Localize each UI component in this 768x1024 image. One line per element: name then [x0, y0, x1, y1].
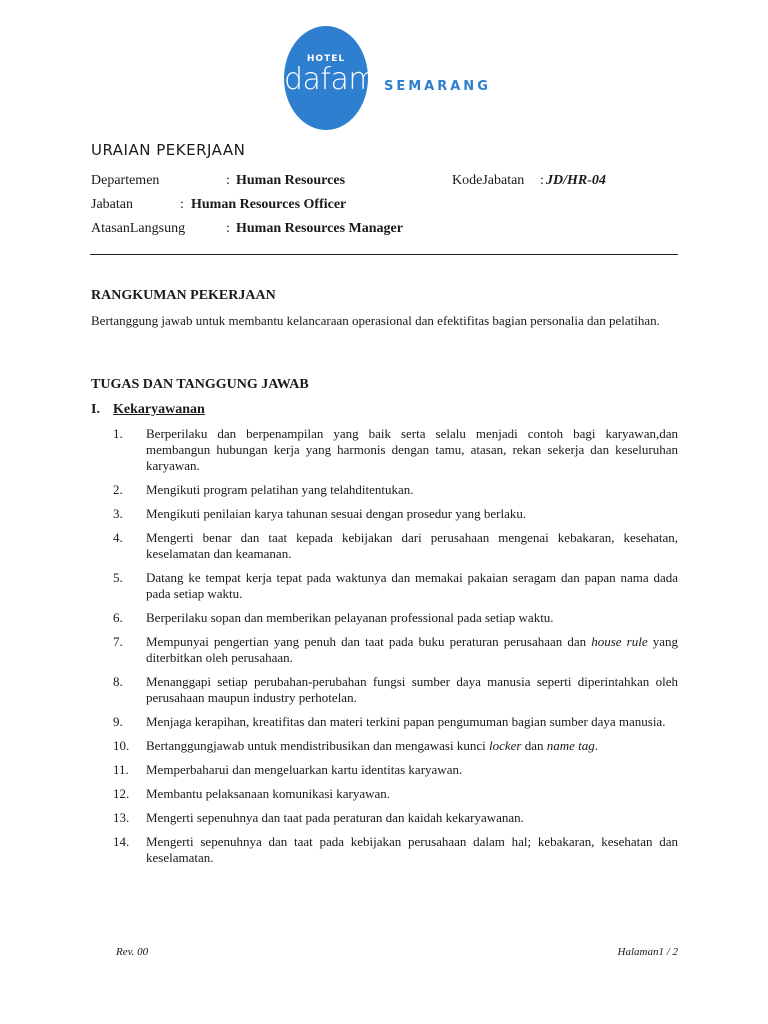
- item-text: Memperbaharui dan mengeluarkan kartu identitas karyawan.: [146, 762, 463, 777]
- list-item: [113, 834, 678, 866]
- header-divider: [90, 254, 678, 255]
- list-item: [113, 714, 678, 730]
- item-text: Mengerti benar dan taat kepada kebijakan dari perusahaan mengenai kebakaran, kesehatan, keselamatan dan keamanan.: [146, 530, 678, 561]
- summary-text: Bertanggung jawab untuk membantu kelancaraan operasional dan efektifitas bagian personalia dan pelatihan.: [91, 313, 660, 328]
- item-text: Bertanggungjawab untuk mendistribusikan dan mengawasi kunci: [146, 738, 489, 753]
- list-item: [113, 530, 678, 562]
- duties-heading: TUGAS DAN TANGGUNG JAWAB: [91, 377, 309, 392]
- kode-value: JD/HR-04: [546, 173, 606, 188]
- item-number: 10.: [113, 738, 130, 753]
- list-item: [113, 482, 678, 498]
- item-text: Berperilaku dan berpenampilan yang baik serta selalu menjadi contoh bagi karyawan,dan membangun hubungan kerja yang harmonis dengan tamu, atasan, rekan sekerja dan keseluruhan karyawan.: [146, 426, 678, 473]
- section-kekaryawanan: [91, 402, 205, 418]
- atasan-label: AtasanLangsung: [91, 221, 186, 236]
- list-item: [113, 738, 678, 754]
- item-text: Mengerti sepenuhnya dan taat pada peraturan dan kaidah kekaryawanan.: [146, 810, 524, 825]
- document-title: URAIAN PEKERJAAN: [91, 141, 246, 159]
- colon: :: [540, 173, 544, 188]
- item-number: 1.: [113, 426, 123, 441]
- logo-circle: [284, 26, 378, 130]
- list-item: [113, 786, 678, 802]
- item-number: 9.: [113, 714, 123, 729]
- section-title: Kekaryawanan: [113, 402, 205, 417]
- item-text: Datang ke tempat kerja tepat pada waktunya dan memakai pakaian seragam dan papan nama dada pada setiap waktu.: [146, 570, 678, 601]
- item-number: 8.: [113, 674, 123, 689]
- task-list: [113, 426, 678, 874]
- list-item: [113, 674, 678, 706]
- summary-heading: RANGKUMAN PEKERJAAN: [91, 288, 276, 303]
- list-item: [113, 426, 678, 474]
- section-number: I.: [91, 402, 100, 417]
- item-emphasis: locker: [488, 738, 522, 753]
- list-item: [113, 570, 678, 602]
- item-text: Mengikuti penilaian karya tahunan sesuai dengan prosedur yang berlaku.: [146, 506, 527, 521]
- colon: :: [226, 173, 230, 188]
- list-item: [113, 810, 678, 826]
- item-number: 12.: [113, 786, 130, 801]
- meta-row-atasan: [91, 221, 681, 241]
- item-emphasis: name tag: [546, 738, 595, 753]
- hotel-logo: [284, 26, 544, 130]
- item-text: dan: [521, 738, 547, 753]
- item-text: Menanggapi setiap perubahan-perubahan fungsi sumber daya manusia seperti diperintahkan oleh perusahaan maupun industry perhotelan.: [146, 674, 678, 705]
- item-number: 2.: [113, 482, 123, 497]
- colon: :: [180, 197, 184, 212]
- jabatan-value: Human Resources Officer: [191, 197, 347, 212]
- kode-label: KodeJabatan: [452, 173, 525, 188]
- item-number: 6.: [113, 610, 123, 625]
- meta-row-jabatan: [91, 197, 681, 217]
- departemen-label: Departemen: [91, 173, 160, 188]
- item-text: Mengerti sepenuhnya dan taat pada kebijakan perusahaan dalam hal; kebakaran, kesehatan dan keselamatan.: [146, 834, 678, 865]
- atasan-value: Human Resources Manager: [236, 221, 403, 236]
- item-text: Membantu pelaksanaan komunikasi karyawan.: [146, 786, 391, 801]
- item-text: yang diterbitkan oleh perusahaan.: [146, 634, 678, 665]
- item-number: 4.: [113, 530, 123, 545]
- item-text: Berperilaku sopan dan memberikan pelayanan professional pada setiap waktu.: [146, 610, 554, 625]
- footer-revision: Rev. 00: [116, 946, 149, 958]
- item-text: Mempunyai pengertian yang penuh dan taat pada buku peraturan perusahaan dan: [146, 634, 592, 649]
- list-item: [113, 610, 678, 626]
- list-item: [113, 506, 678, 522]
- item-number: 3.: [113, 506, 123, 521]
- logo-brand: dafam: [284, 62, 378, 97]
- footer-page-number: Halaman1 / 2: [617, 946, 678, 958]
- item-number: 14.: [113, 834, 130, 849]
- colon: :: [226, 221, 230, 236]
- meta-row-departemen: [91, 173, 681, 193]
- item-number: 13.: [113, 810, 130, 825]
- item-number: 7.: [113, 634, 123, 649]
- item-text: Mengikuti program pelatihan yang telahditentukan.: [146, 482, 414, 497]
- logo-city: SEMARANG: [384, 79, 491, 94]
- logo-hotel-label: HOTEL: [306, 54, 346, 64]
- item-number: 11.: [113, 762, 129, 777]
- item-emphasis: house rule: [591, 634, 648, 649]
- departemen-value: Human Resources: [236, 173, 346, 188]
- jabatan-label: Jabatan: [91, 197, 133, 212]
- list-item: [113, 634, 678, 666]
- item-number: 5.: [113, 570, 123, 585]
- item-text: Menjaga kerapihan, kreatifitas dan materi terkini papan pengumuman bagian sumber daya manusia.: [146, 714, 666, 729]
- list-item: [113, 762, 678, 778]
- item-text: .: [594, 738, 599, 753]
